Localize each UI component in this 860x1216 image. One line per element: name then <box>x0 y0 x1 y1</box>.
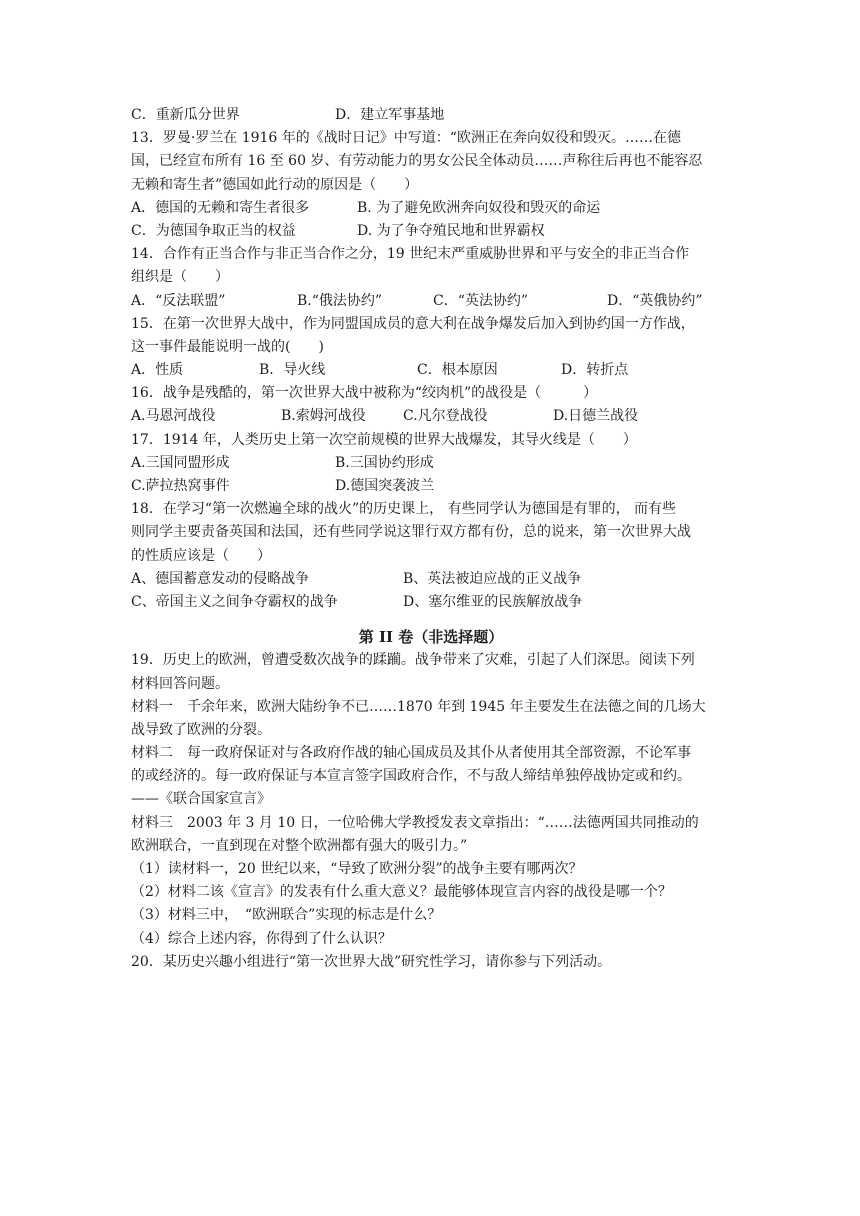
question-text-line: 15．在第一次世界大战中，作为同盟国成员的意大利在战争爆发后加入到协约国一方作战， <box>131 315 695 332</box>
option-c: C．重新瓜分世界 <box>131 107 240 123</box>
option-b: B. 为了避免欧洲奔向奴役和毁灭的命运 <box>357 199 601 216</box>
option-row <box>131 405 731 428</box>
option-row <box>131 591 731 614</box>
option-c: C．“英法协约” <box>433 292 529 309</box>
option-row <box>131 220 731 243</box>
option-c: C、帝国主义之间争夺霸权的战争 <box>131 593 338 610</box>
sub-question: （1）读材料一，20 世纪以来，“导致了欧洲分裂”的战争主要有哪两次？ <box>131 861 583 877</box>
option-d: D．建立军事基地 <box>335 107 445 123</box>
question-16 <box>131 382 731 428</box>
question-text-line: 20．某历史兴趣小组进行“第一次世界大战”研究性学习，请你参与下列活动。 <box>131 953 612 970</box>
option-row <box>131 475 731 498</box>
question-text-line: 无赖和寄生者”德国如此行动的原因是（ ） <box>131 176 419 193</box>
section-title: 第 II 卷（非选择题） <box>358 628 504 647</box>
material-source: ——《联合国家宣言》 <box>131 791 271 808</box>
question-text-line: 的性质应该是（ ） <box>131 547 271 564</box>
option-a: A.马恩河战役 <box>131 408 216 425</box>
option-row <box>131 290 731 313</box>
option-d: D．转折点 <box>561 362 629 379</box>
material-line: 欧洲联合，一直到现在对整个欧洲都有强大的吸引力。” <box>131 837 468 854</box>
sub-question: （2）材料二该《宣言》的发表有什么重大意义？最能够体现宣言内容的战役是哪一个？ <box>131 884 672 901</box>
question-text-line: 19．历史上的欧洲，曾遭受数次战争的蹂躏。战争带来了灾难，引起了人们深思。阅读下列 <box>131 652 695 669</box>
option-row <box>131 452 731 475</box>
option-d: D. 为了争夺殖民地和世界霸权 <box>357 222 545 239</box>
option-a: A、德国蓄意发动的侵略战争 <box>131 570 310 587</box>
question-20 <box>131 951 731 974</box>
question-17 <box>131 429 731 499</box>
question-text-line: 这一事件最能说明一战的( ) <box>131 338 324 355</box>
question-text-line: 则同学主要责备英国和法国，还有些同学说这罪行双方都有份，总的说来，第一次世界大战 <box>131 524 691 541</box>
sub-question: （4）综合上述内容，你得到了什么认识？ <box>131 930 392 947</box>
option-d: D．“英俄协约” <box>607 292 703 309</box>
option-c: C．为德国争取正当的权益 <box>131 222 296 239</box>
option-b: B.索姆河战役 <box>281 408 366 425</box>
option-a: A．“反法联盟” <box>131 292 226 309</box>
option-row <box>131 197 731 220</box>
option-c: C.萨拉热窝事件 <box>131 478 230 494</box>
question-14 <box>131 243 731 313</box>
option-b: B、英法被迫应战的正义战争 <box>403 570 582 587</box>
prev-question-options <box>131 104 731 127</box>
question-text-line: 13．罗曼·罗兰在 1916 年的《战时日记》中写道：“欧洲正在奔向奴役和毁灭。……在德 <box>131 130 681 147</box>
exam-page <box>131 104 731 974</box>
question-18 <box>131 498 731 614</box>
question-13 <box>131 127 731 243</box>
option-a: A.三国同盟形成 <box>131 454 230 471</box>
option-row <box>131 568 731 591</box>
question-text-line: 国，已经宣布所有 16 至 60 岁、有劳动能力的男女公民全体动员……声称往后再也不能容忍 <box>131 153 703 170</box>
option-c: C.凡尔登战役 <box>403 408 488 425</box>
material-line: 材料三 2003 年 3 月 10 日，一位哈佛大学教授发表文章指出：“……法德两国共同推动的 <box>131 814 699 831</box>
question-text-line: 14．合作有正当合作与非正当合作之分，19 世纪末严重威胁世界和平与安全的非正当合作 <box>131 246 690 263</box>
option-c: C．根本原因 <box>417 362 498 379</box>
option-d: D.德国突袭波兰 <box>335 478 435 494</box>
option-d: D、塞尔维亚的民族解放战争 <box>403 593 583 610</box>
question-15 <box>131 313 731 383</box>
question-text-line: 组织是（ ） <box>131 269 229 286</box>
material-line: 材料一 千余年来，欧洲大陆纷争不已……1870 年到 1945 年主要发生在法德之间的几场大 <box>131 698 706 715</box>
material-line: 战导致了欧洲的分裂。 <box>131 721 271 738</box>
question-19 <box>131 649 731 950</box>
option-b: B.三国协约形成 <box>335 454 434 471</box>
option-d: D.日德兰战役 <box>553 408 639 425</box>
question-text-line: 材料回答问题。 <box>131 675 229 692</box>
option-b: B.“俄法协约” <box>297 292 383 309</box>
sub-question: （3）材料三中， “欧洲联合”实现的标志是什么？ <box>131 907 442 924</box>
option-row <box>131 359 731 382</box>
question-text-line: 17．1914 年，人类历史上第一次空前规模的世界大战爆发，其导火线是（ ） <box>131 431 637 448</box>
question-text-line: 16．战争是残酷的，第一次世界大战中被称为“绞肉机”的战役是（ ） <box>131 385 598 402</box>
question-text-line: 18．在学习“第一次燃遍全球的战火”的历史课上， 有些同学认为德国是有罪的， 而有些 <box>131 501 677 518</box>
material-line: 的或经济的。每一政府保证与本宣言签字国政府合作，不与敌人缔结单独停战协定或和约。 <box>131 768 691 785</box>
material-line: 材料二 每一政府保证对与各政府作战的轴心国成员及其仆从者使用其全部资源，不论军事 <box>131 745 691 762</box>
option-a: A．性质 <box>131 362 184 379</box>
option-b: B．导火线 <box>259 362 326 379</box>
option-a: A．德国的无赖和寄生者很多 <box>131 199 310 216</box>
